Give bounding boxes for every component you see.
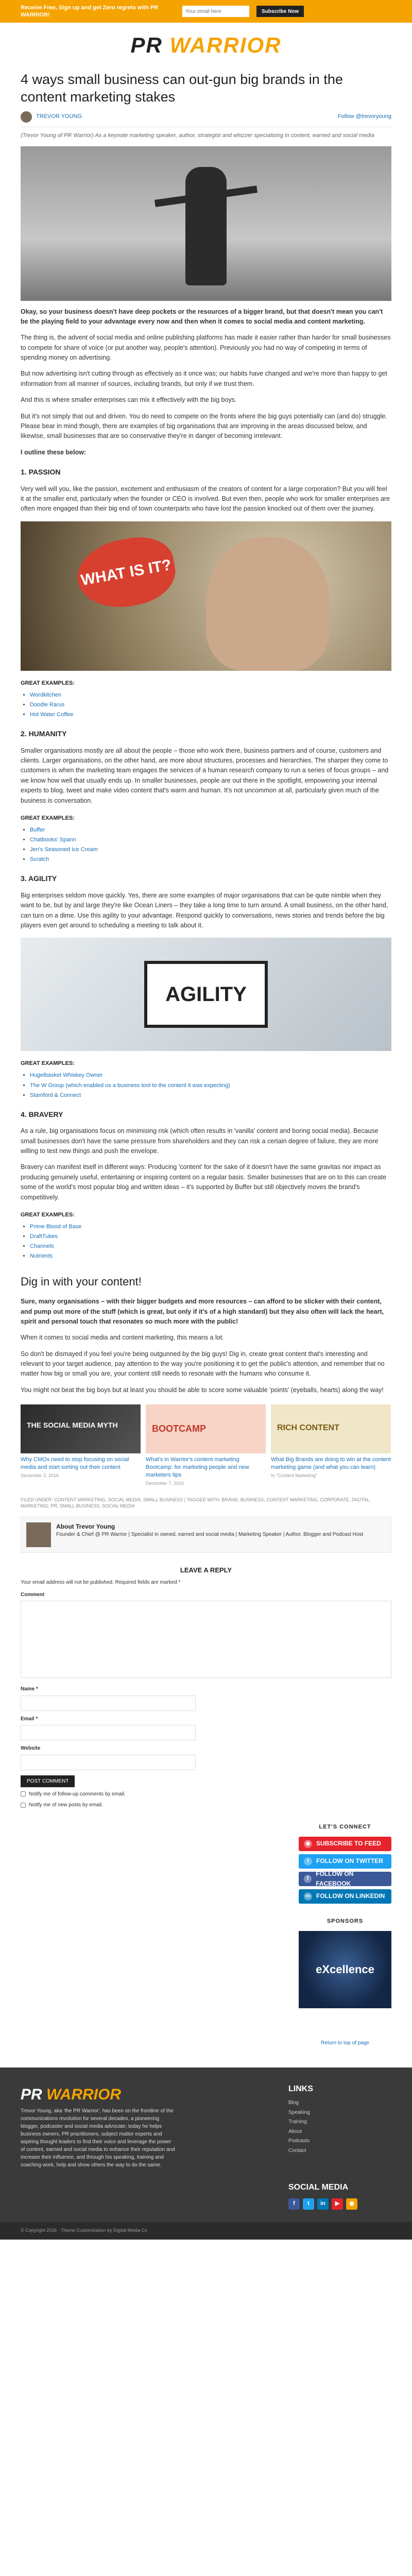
example-link[interactable]: Prime Blood of Base: [30, 1223, 82, 1230]
conclusion-section: [21, 1273, 391, 1395]
paragraph: When it comes to social media and content marketing, this means a lot.: [21, 1334, 224, 1342]
notify-comments-checkbox[interactable]: [21, 1791, 26, 1797]
website-field[interactable]: [21, 1755, 196, 1770]
footer-logo[interactable]: [21, 2083, 175, 2107]
facebook-icon: f: [304, 1875, 312, 1883]
name-label: Name *: [21, 1686, 38, 1692]
notify-posts-label: Notify me of new posts by email.: [29, 1802, 103, 1808]
footer-social-title: SOCIAL MEDIA: [288, 2182, 349, 2192]
notify-posts-checkbox[interactable]: [21, 1803, 26, 1808]
return-to-top-link[interactable]: Return to top of page: [321, 2040, 369, 2046]
comment-field[interactable]: [21, 1601, 391, 1678]
list-item: [30, 1242, 391, 1251]
site-logo[interactable]: [130, 28, 281, 62]
connect-title: LET'S CONNECT: [319, 1823, 371, 1830]
examples-list-agility: [21, 1071, 391, 1099]
paragraph-lead: Okay, so your business doesn't have deep pockets or the resources of a bigger brand, but that doesn't mean you can't be the playing field to your advantage every now and then when it comes to social media and content marketing.: [21, 308, 383, 325]
comment-form-title: LEAVE A REPLY: [180, 1566, 232, 1574]
passion-image-sign: WHAT IS IT?: [72, 531, 180, 614]
related-post[interactable]: [146, 1404, 266, 1487]
site-header: [0, 23, 412, 68]
email-input[interactable]: [182, 6, 249, 17]
example-link[interactable]: Doodle Rarus: [30, 701, 65, 708]
logo-accent-text: WARRIOR: [169, 33, 282, 58]
section-heading-bravery: 4. BRAVERY: [21, 1110, 63, 1118]
rss-icon[interactable]: ◉: [346, 2198, 357, 2210]
follow-linkedin-button[interactable]: [299, 1889, 391, 1904]
examples-title: GREAT EXAMPLES:: [21, 1060, 75, 1067]
related-image-text: THE SOCIAL MEDIA MYTH: [27, 1421, 118, 1430]
example-link[interactable]: Hot Water Coffee: [30, 711, 74, 718]
comment-form-note: Your email address will not be published. Required fields are marked *: [21, 1580, 181, 1586]
related-post-image[interactable]: [271, 1404, 391, 1453]
follow-link[interactable]: Follow @trevoryoung: [337, 113, 391, 120]
author-link[interactable]: TREVOR YOUNG: [36, 113, 82, 120]
footer-link[interactable]: Contact: [288, 2147, 306, 2154]
paragraph: But it's not simply that out and driven. You do need to compete on the fronts where the big guys potentially can (and do) struggle. Please bear in mind though, there are examples of big organisations that are improving in the areas discussed below, and likewise, small businesses that are so conservative they're in danger of becoming irrelevant.: [21, 412, 387, 440]
passion-image-person: [206, 537, 330, 671]
paragraph: The thing is, the advent of social media and online publishing platforms has made it easier rather than harder for small businesses to compete for share of voice (or put another way, people's attention). Previously you had no way of competing in terms of spending money on advertising.: [21, 334, 391, 362]
paragraph: Smaller organisations mostly are all about the people – those who work there, business partners and of course, customers and clients. Larger organisations, on the other hand, are more about structures, processes and hierarchies. The sharper they come to customers is when the marketing team engages the services of a human research company to run a series of focus groups – and we know how well that usually ends up. In smaller businesses, people are out there in the spotlight, empowering your internal experts to blog, tweet and make video content that's warm and human. It's not uncommon at all, particularly given much of the business is conversation.: [21, 747, 389, 804]
list-item: [30, 710, 391, 719]
example-link[interactable]: Chatbooks' Spann: [30, 837, 76, 843]
related-post-image[interactable]: [146, 1404, 266, 1453]
related-post-date: December 2, 2016: [21, 1472, 59, 1478]
hero-image: [21, 146, 391, 301]
follow-facebook-button[interactable]: [299, 1872, 391, 1886]
rss-icon: ◉: [304, 1840, 312, 1848]
footer-links: [288, 2083, 391, 2169]
related-image-text: RICH CONTENT: [277, 1423, 339, 1433]
signup-bar: [0, 0, 412, 23]
button-label: FOLLOW ON FACEBOOK: [316, 1870, 354, 1887]
section-heading-agility: 3. AGILITY: [21, 874, 57, 883]
name-field[interactable]: [21, 1696, 196, 1711]
notify-comments-label: Notify me of follow-up comments by email.: [29, 1791, 126, 1797]
paragraph: But now advertising isn't cutting through as effectively as it once was; our habits have changed and we're more than happy to get information from all manner of sources, including brands, but only if we trust them.: [21, 370, 387, 387]
footer-link[interactable]: Speaking: [288, 2109, 310, 2115]
byline: [21, 111, 391, 127]
youtube-icon[interactable]: ▶: [332, 2198, 343, 2210]
comment-form: [21, 1565, 391, 1809]
linkedin-icon: in: [304, 1892, 312, 1901]
list-item: [30, 826, 391, 835]
list-item: [30, 701, 391, 709]
subscribe-button[interactable]: Subscribe Now: [256, 6, 304, 17]
related-post-image[interactable]: [21, 1404, 141, 1453]
footer-link[interactable]: About: [288, 2128, 302, 2134]
hero-figure: [185, 167, 227, 285]
example-link[interactable]: Channels: [30, 1243, 54, 1250]
author-box-name: About Trevor Young: [56, 1522, 115, 1530]
related-image-text: BOOTCAMP: [152, 1423, 206, 1434]
example-link[interactable]: Stamford & Connect: [30, 1092, 81, 1098]
footer-link[interactable]: Training: [288, 2119, 307, 2125]
example-link[interactable]: Wordkitchen: [30, 691, 61, 698]
examples-list-bravery: [21, 1223, 391, 1261]
footer-links-title: LINKS: [288, 2084, 313, 2094]
examples-list-humanity: [21, 826, 391, 864]
comment-label: Comment: [21, 1591, 45, 1598]
facebook-icon[interactable]: f: [288, 2198, 300, 2210]
paragraph: Big enterprises seldom move quickly. Yes, there are some examples of major organisations that can be quite nimble when they want to be, but by and large they're like Ocean Liners – they take a long time to turn around. A small business, on the other hand, can turn on a dime. Use this agility to your advantage. Respond quickly to conversations, news stories and trends before the big players even get around to scheduling a meeting to talk about it.: [21, 891, 388, 929]
paragraph: And this is where smaller enterprises can mix it effectively with the big boys.: [21, 396, 237, 404]
paragraph: Bravery can manifest itself in different ways: Producing 'content' for the sake of it doesn't have the same gravitas nor impact as producing genuinely useful, entertaining or inspiring content on a regular basis. Smaller businesses that are on to this can create some of the world's most popular blog and written ideas – it's supported by Buffer but still objectively moves the brand's competitively.: [21, 1163, 387, 1201]
twitter-icon: t: [304, 1857, 312, 1866]
related-posts: [21, 1404, 391, 1487]
email-field[interactable]: [21, 1725, 196, 1740]
button-label: SUBSCRIBE TO FEED: [316, 1840, 381, 1848]
example-link[interactable]: Scratch: [30, 856, 49, 863]
sidebar: [299, 1823, 391, 2047]
page-title: 4 ways small business can out-gun big brands in the content marketing stakes: [21, 72, 343, 105]
notify-posts-option[interactable]: [21, 1801, 391, 1809]
copyright: © Copyright 2016 · Theme Customization by Digital Media Co: [0, 2222, 412, 2240]
example-link[interactable]: The W Group (which enabled us a business tool to the content it was expecting): [30, 1082, 230, 1089]
related-post-title[interactable]: Why CMOs need to stop focusing on social media and start sorting out their content: [21, 1456, 129, 1471]
list-item: [30, 1071, 391, 1080]
logo-text: PR: [130, 33, 170, 58]
example-link[interactable]: Hugelbasket Whiskey Owner: [30, 1072, 103, 1079]
related-post-date: December 7, 2016: [146, 1480, 184, 1486]
follow-twitter-button[interactable]: [299, 1854, 391, 1869]
example-link[interactable]: Nutrients: [30, 1253, 53, 1260]
paragraph: Very well will you, like the passion, excitement and enthusiasm of the creators of content for a large corporation? But you will feel it at the smaller end, particularly when the founder or CEO is involved. But even then, people who work for smaller enterprises are often more engaged than their big end of town counterparts who have lost the passion knocked out of them over the journey.: [21, 485, 390, 513]
examples-title: GREAT EXAMPLES:: [21, 815, 75, 821]
example-link[interactable]: Buffer: [30, 827, 45, 834]
list-item: [30, 836, 391, 844]
author-avatar: [21, 111, 32, 123]
section-heading-passion: 1. PASSION: [21, 468, 61, 477]
button-label: FOLLOW ON TWITTER: [316, 1857, 383, 1865]
list-item: [30, 845, 391, 854]
examples-title: GREAT EXAMPLES:: [21, 1211, 75, 1218]
related-post-date: In "Content Marketing": [271, 1472, 317, 1478]
footer-link[interactable]: Blog: [288, 2100, 299, 2106]
footer-social: [0, 2181, 412, 2222]
sponsor-banner[interactable]: eXcellence: [299, 1931, 391, 2008]
intro-text: (Trevor Young of PR Warrior) As a keynote marketing speaker, author, strategist and whizzer specialising in content, earned and social media: [21, 132, 374, 139]
paragraph-outline: I outline these below:: [21, 448, 87, 456]
subscribe-feed-button[interactable]: [299, 1837, 391, 1851]
author-box: [21, 1517, 391, 1553]
conclusion-heading: Dig in with your content!: [21, 1275, 142, 1289]
paragraph: You might not beat the big boys but at least you should be able to score some valuable 'points' (eyeballs, hearts) along the way!: [21, 1386, 384, 1394]
paragraph: So don't be dismayed if you feel you're being outgunned by the big guys! Dig in, create great content that's interesting and relevant to your target audience, pay attention to the way you're positioning it to get the public's attention, and remember that no matter how big or small you are, your content still needs to resonate with the humans who consume it.: [21, 1350, 385, 1378]
list-item: [30, 1252, 391, 1261]
email-label: Email *: [21, 1716, 38, 1722]
footer: [0, 2067, 412, 2181]
section-heading-humanity: 2. HUMANITY: [21, 730, 67, 738]
post-comment-button[interactable]: POST COMMENT: [21, 1775, 75, 1787]
signup-text: Receive Free, Sign up and get Zero regrets with PR WARRIOR!: [21, 4, 159, 18]
footer-logo-accent: WARRIOR: [46, 2086, 122, 2104]
list-item: [30, 855, 391, 864]
post-tags: FILED UNDER: CONTENT MARKETING, SOCIAL MEDIA, SMALL BUSINESS | TAGGED WITH: BRAND, BUSINESS, CONTENT MARKETING, CORPORATE, DIGITAL, MARKETING, PR, SMALL BUSINESS, SOCIAL MEDIA: [21, 1497, 371, 1509]
linkedin-icon[interactable]: in: [317, 2198, 329, 2210]
footer-logo-text: PR: [21, 2086, 47, 2104]
examples-title: GREAT EXAMPLES:: [21, 680, 75, 686]
related-post-title[interactable]: What's in Warrior's content marketing Bootcamp: for marketing people and new marketers tips: [146, 1456, 249, 1478]
passion-image: [21, 521, 391, 671]
sponsor-title: SPONSORS: [327, 1918, 364, 1924]
footer-about: Trevor Young, aka 'the PR Warrior', has been on the frontline of the communications revolution for several decades, a pioneering blogger, podcaster and social media advocate; today he helps business owners, PR practitioners, subject matter experts and aspiring thought leaders to find their voice and leverage the power of content, earned and social media to enhance their reputation and increase their influence, and through his speaking, training and coaching work, help and show others the way to do the same.: [21, 2108, 175, 2168]
footer-link[interactable]: Podcasts: [288, 2138, 310, 2144]
article: [21, 71, 391, 1809]
example-link[interactable]: DraftTubes: [30, 1233, 58, 1240]
related-post[interactable]: [21, 1404, 141, 1487]
agility-image: [21, 938, 391, 1051]
notify-comments-option[interactable]: [21, 1790, 391, 1799]
related-post-title[interactable]: What Big Brands are doing to win at the content marketing game (and what you can learn): [271, 1456, 391, 1471]
examples-list-passion: [21, 691, 391, 719]
list-item: [30, 691, 391, 700]
related-post[interactable]: [271, 1404, 391, 1487]
button-label: FOLLOW ON LINKEDIN: [316, 1892, 385, 1900]
paragraph: As a rule, big organisations focus on minimising risk (which often results in 'vanilla' content and boring social media). Because small businesses don't have the same pressure from shareholders and they can risk a certain degree of failure, they are more willing to test new things and push the envelope.: [21, 1127, 379, 1155]
list-item: [30, 1223, 391, 1231]
author-box-bio: Founder & Chief @ PR Warrior | Specialist in owned, earned and social media | Marketing Speaker | Author, Blogger and Podcast Host: [56, 1532, 364, 1538]
twitter-icon[interactable]: t: [303, 2198, 314, 2210]
example-link[interactable]: Jen's Seasoned Ice Cream: [30, 846, 98, 853]
website-label: Website: [21, 1745, 41, 1752]
paragraph-lead: Sure, many organisations – with their bigger budgets and more resources – can afford to be slicker with their content, and pump out more of the stuff (which is great, but only if it's of a high standard) but they also often will lack the heart, spirit and personal touch that resonates so much more with the public!: [21, 1298, 384, 1325]
list-item: [30, 1091, 391, 1100]
agility-image-sign: AGILITY: [144, 961, 268, 1028]
list-item: [30, 1081, 391, 1090]
list-item: [30, 1232, 391, 1241]
author-photo: [26, 1522, 51, 1547]
